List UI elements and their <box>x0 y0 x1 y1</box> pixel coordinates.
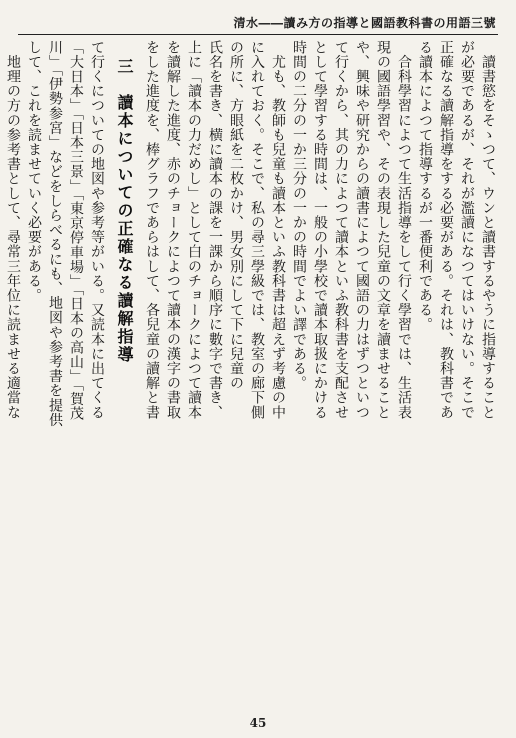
text-line: 上に「讀本の力だめし」として白のチョークによつて讀本 <box>186 40 202 420</box>
page-number: 45 <box>249 716 267 730</box>
text-line: 氏名を書き、横に讀本の課を一課から順序に數字で書き、 <box>207 40 223 420</box>
running-header <box>18 14 498 35</box>
text-line: 讀書慾をそゝつて、ウンと讀書するやうに指導すること <box>480 40 496 420</box>
text-line: 地理の方の参考書として、尋常三年位に読ませる適當な <box>5 40 21 420</box>
text-line: て行くから、其の力によつて讀本といふ教科書を支配させ <box>333 40 349 420</box>
text-line: 「大日本」「日本三景」「東京停車場」「日本の高山」「賀茂 <box>68 40 84 421</box>
section-title: 三 讀本についての正確なる讀解指導 <box>115 58 134 364</box>
text-line: 現の國語學習や、その表現した兒童の文章を讀ませること <box>375 40 391 420</box>
text-line: をした進度を、棒グラフであらはして、各兒童の讀解と書 <box>144 40 160 420</box>
text-line: て行くについての地図や参考等がいる。又読本に出てくる <box>89 40 105 420</box>
text-line: の所に、方眼紙を二枚かけ、男女別にして下に兒童の <box>228 40 244 391</box>
text-line: 川」「伊勢参宮」などをしらべるにも、地図や参考書を提供 <box>47 40 63 428</box>
text-line: や、興味や研究からの讀書によつて國語の力はずつといつ <box>354 40 370 420</box>
header-title: 清水――讀み方の指導と國語教科書の用語三號 <box>233 16 496 30</box>
text-line: して、これを読ませていく必要がある。 <box>26 40 42 303</box>
text-line: を讀解した進度、赤のチョークによつて讀本の漢字の書取 <box>165 40 181 420</box>
text-line: 尤も、教師も兒童も讀本といふ教科書は超えず考慮の中 <box>270 40 286 420</box>
text-line: に入れておく。そこで、私の尋三學級では、教室の廊下側 <box>249 40 265 420</box>
text-line: 正確なる讀解指導をする必要がある。それは、教科書であ <box>438 40 454 420</box>
text-columns <box>5 40 498 710</box>
text-line: る讀本によつて指導するが一番便利である。 <box>417 40 433 332</box>
text-line: 時間の二分の一か三分の一かの時間でよい譯である。 <box>291 40 307 391</box>
text-line: が必要であるが、それが濫讀になつてはいけない。そこで <box>459 40 475 420</box>
text-line: 合科學習によつて生活指導をして行く學習では、生活表 <box>396 40 412 420</box>
text-line: として學習する時間は、一般の小學校で讀本取扱にかける <box>312 40 328 420</box>
